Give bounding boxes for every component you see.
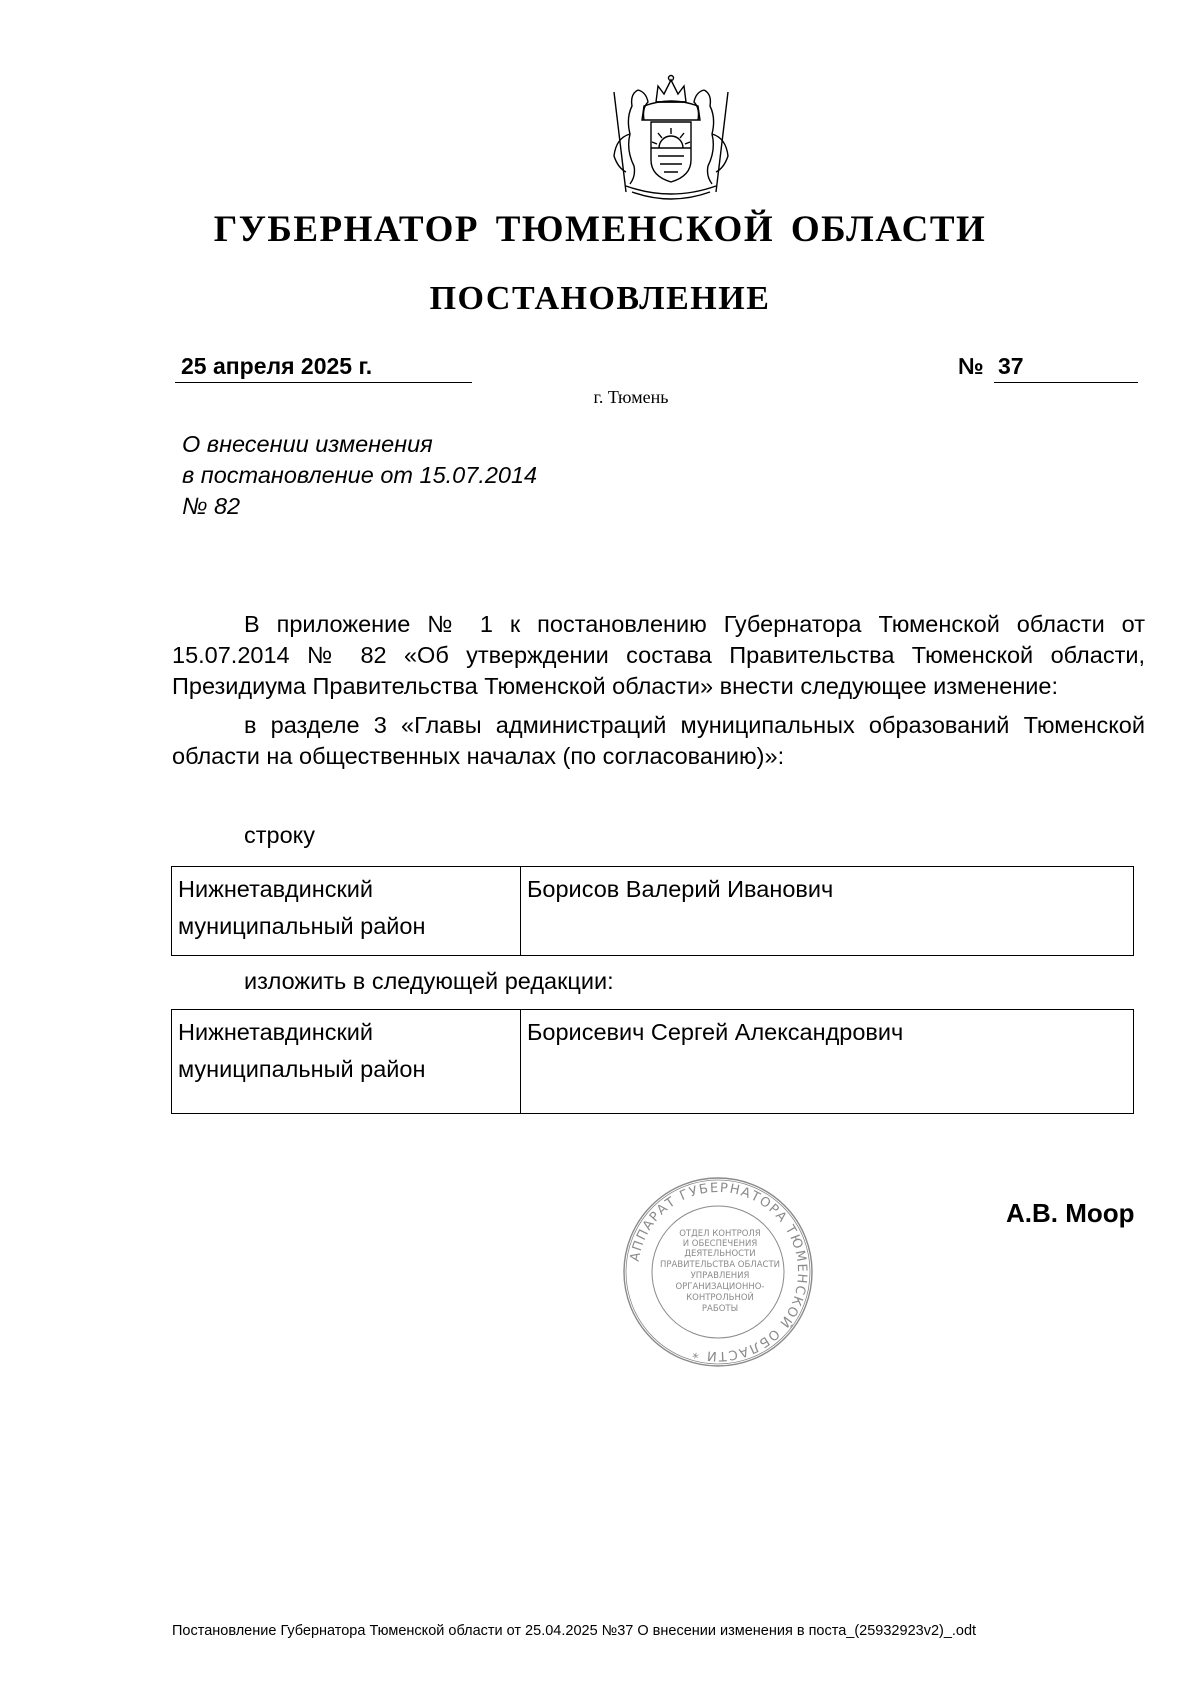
document-date: 25 апреля 2025 г. [175,353,472,383]
svg-text:КОНТРОЛЬНОЙ: КОНТРОЛЬНОЙ [686,1293,754,1303]
municipality-cell: Нижнетавдинский муниципальный район [172,1010,521,1114]
number-sign: № [958,353,984,379]
subject-line: О внесении изменения [182,431,433,457]
document-body [172,609,1145,772]
official-seal-icon [622,1176,814,1368]
svg-text:АППАРАТ ГУБЕРНАТОРА ТЮМЕНСКОЙ: АППАРАТ ГУБЕРНАТОРА ТЮМЕНСКОЙ ОБЛАСТИ * [627,1180,810,1364]
svg-text:ОРГАНИЗАЦИОННО-: ОРГАНИЗАЦИОННО- [675,1282,765,1292]
organization-title: ГУБЕРНАТОР ТЮМЕНСКОЙ ОБЛАСТИ [213,209,987,250]
body-paragraph: в разделе 3 «Главы администраций муниципальных образований Тюменской области на общественных началах (по согласованию)»: [172,712,1145,769]
svg-text:УПРАВЛЕНИЯ: УПРАВЛЕНИЯ [690,1271,750,1281]
body-paragraph: В приложение № 1 к постановлению Губернатора Тюменской области от 15.07.2014 № 82 «Об утверждении состава Правительства Тюменской области, Президиума Правительства Тюменской области» внести следующее изменение: [172,611,1145,699]
coat-of-arms-icon [596,72,746,212]
replace-label: изложить в следующей редакции: [244,968,614,994]
svg-text:ПРАВИТЕЛЬСТВА ОБЛАСТИ: ПРАВИТЕЛЬСТВА ОБЛАСТИ [660,1260,780,1270]
document-subject [182,429,537,522]
subject-line: в постановление от 15.07.2014 [182,462,538,488]
svg-text:ДЕЯТЕЛЬНОСТИ: ДЕЯТЕЛЬНОСТИ [684,1249,756,1259]
old-entry-table [171,866,1134,956]
line-label: строку [244,822,315,848]
document-number: 37 [994,353,1138,383]
person-cell: Борисов Валерий Иванович [521,867,1134,956]
municipality-cell: Нижнетавдинский муниципальный район [172,867,521,956]
table-row [172,867,1134,956]
document-type-heading: ПОСТАНОВЛЕНИЕ [429,280,771,317]
svg-text:РАБОТЫ: РАБОТЫ [701,1304,739,1314]
table-row [172,1010,1134,1114]
signer-name: А.В. Моор [1006,1198,1135,1228]
subject-line: № 82 [182,493,241,519]
new-entry-table [171,1009,1134,1114]
person-cell: Борисевич Сергей Александрович [521,1010,1134,1114]
svg-text:И ОБЕСПЕЧЕНИЯ: И ОБЕСПЕЧЕНИЯ [682,1239,758,1249]
file-footer: Постановление Губернатора Тюменской области от 25.04.2025 №37 О внесении изменения в поста_(25932923v2)_.odt [172,1623,977,1639]
svg-text:ОТДЕЛ КОНТРОЛЯ: ОТДЕЛ КОНТРОЛЯ [679,1229,761,1239]
city-name: г. Тюмень [593,387,669,407]
